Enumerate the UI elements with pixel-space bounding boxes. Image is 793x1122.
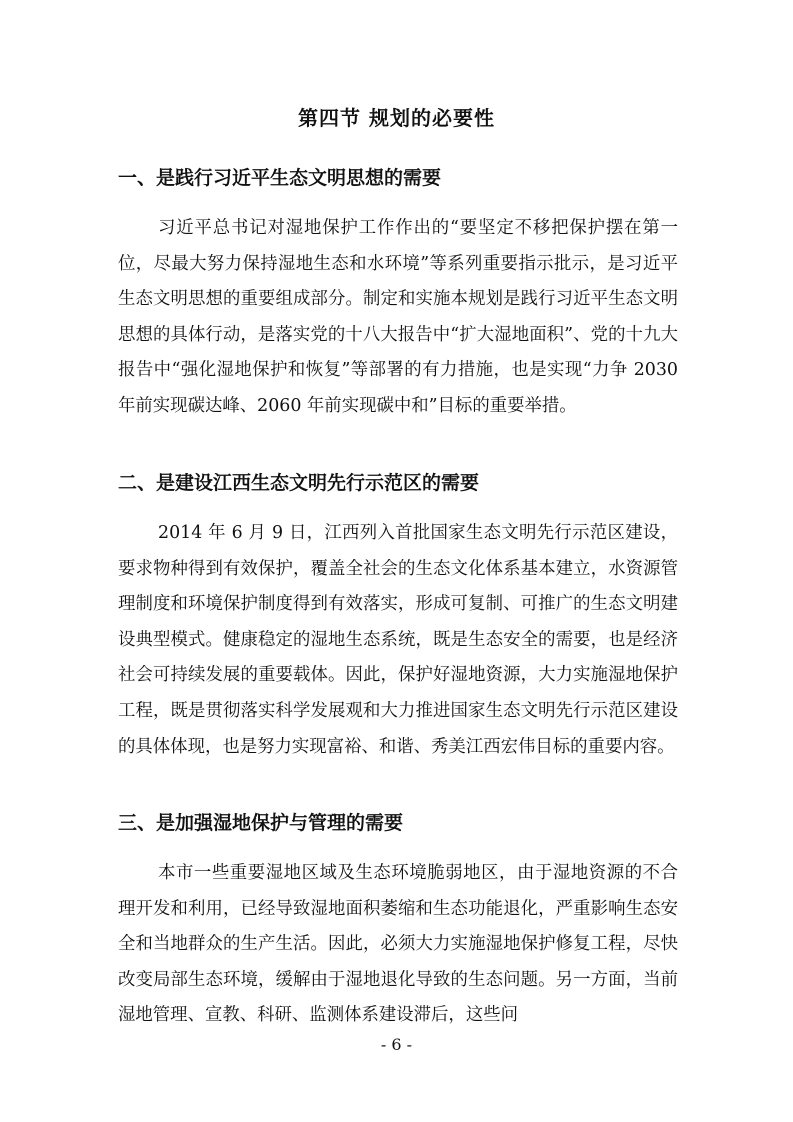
page-number: - 6 - xyxy=(380,1035,413,1054)
heading-3: 三、是加强湿地保护与管理的需要 xyxy=(118,812,404,834)
paragraph-1: 习近平总书记对湿地保护工作作出的“要坚定不移把保护摆在第一位，尽最大努力保持湿地生态和水环境”等系列重要指示批示，是习近平生态文明思想的重要组成部分。制定和实施本规划是践行习近平生态文明思想的具体行动，是落实党的十八大报告中“扩大湿地面积”、党的十九大报告中“强化湿地保护和恢复”等部署的有力措施，也是实现“力争 2030 年前实现碳达峰、2060 年前实现碳中和”目标的重要举措。 xyxy=(118,218,678,416)
paragraph-3: 本市一些重要湿地区域及生态环境脆弱地区，由于湿地资源的不合理开发和利用，已经导致湿地面积萎缩和生态功能退化，严重影响生态安全和当地群众的生产生活。因此，必须大力实施湿地保护修复工程，尽快改变局部生态环境，缓解由于湿地退化导致的生态问题。另一方面，当前湿地管理、宣教、科研、监测体系建设滞后，这些问 xyxy=(118,863,678,1026)
paragraph-2: 2014 年 6 月 9 日，江西列入首批国家生态文明先行示范区建设，要求物种得到有效保护，覆盖全社会的生态文化体系基本建立，水资源管理制度和环境保护制度得到有效落实，形成可复制、可推广的生态文明建设典型模式。健康稳定的湿地生态系统，既是生态安全的需要，也是经济社会可持续发展的重要载体。因此，保护好湿地资源，大力实施湿地保护工程，既是贯彻落实科学发展观和大力推进国家生态文明先行示范区建设的具体体现，也是努力实现富裕、和谐、秀美江西宏伟目标的重要内容。 xyxy=(118,523,678,757)
section-title: 第四节 规划的必要性 xyxy=(298,106,495,130)
heading-1: 一、是践行习近平生态文明思想的需要 xyxy=(118,167,442,189)
heading-2: 二、是建设江西生态文明先行示范区的需要 xyxy=(118,472,480,494)
